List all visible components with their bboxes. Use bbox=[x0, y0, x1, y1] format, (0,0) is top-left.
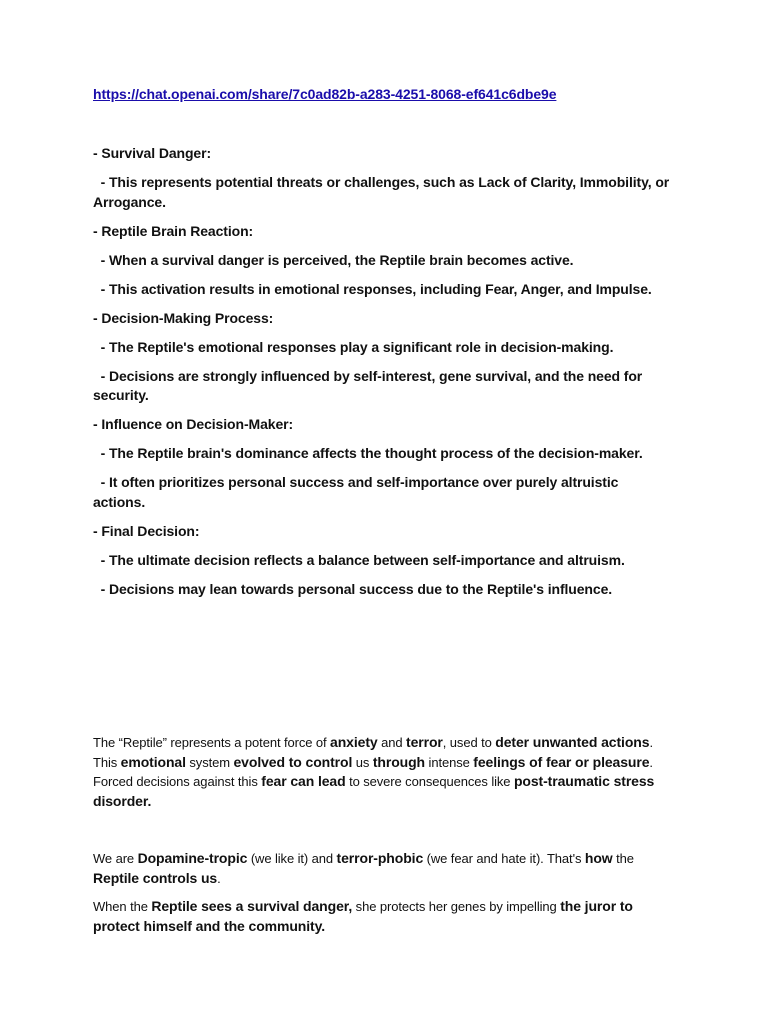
outline-item: - The ultimate decision reflects a balance between self-importance and altruism. bbox=[93, 551, 625, 568]
text-run: (we fear and hate it). That's bbox=[423, 851, 585, 866]
text-run: We are bbox=[93, 851, 138, 866]
bold-run: how bbox=[584, 850, 613, 866]
outline-item: - Reptile Brain Reaction: bbox=[93, 222, 254, 239]
outline-item: - It often prioritizes personal success and self-importance over purely altruistic actions. bbox=[93, 474, 623, 510]
text-run: . This bbox=[93, 735, 653, 770]
bold-run: terror bbox=[406, 734, 443, 750]
text-run: she protects her genes by impelling bbox=[352, 899, 561, 914]
text-run: to severe consequences like bbox=[345, 774, 514, 789]
outline-item: - Decisions may lean towards personal success due to the Reptile's influence. bbox=[93, 580, 613, 597]
text-run: and bbox=[377, 735, 407, 750]
text-run: When the bbox=[93, 899, 152, 914]
outline-list bbox=[93, 144, 673, 609]
text-run: intense bbox=[425, 754, 474, 770]
text-run: . Forced decisions against this bbox=[93, 754, 653, 789]
text-run: us bbox=[352, 754, 373, 770]
bold-run: Reptile controls us bbox=[93, 869, 218, 886]
outline-item: - Survival Danger: bbox=[93, 145, 212, 161]
outline-item: - Final Decision: bbox=[93, 522, 200, 539]
bold-run: Reptile sees a survival danger, bbox=[151, 898, 353, 914]
bold-run: through bbox=[372, 753, 426, 770]
outline-item: - This activation results in emotional responses, including Fear, Anger, and Impulse. bbox=[93, 280, 652, 297]
text-run: (we like it) and bbox=[247, 851, 337, 866]
bold-run: Dopamine-tropic bbox=[137, 850, 248, 866]
text-run: system bbox=[185, 754, 234, 770]
outline-item: - Decision-Making Process: bbox=[93, 309, 274, 326]
outline-item: - When a survival danger is perceived, the Reptile brain becomes active. bbox=[93, 251, 574, 268]
chat-share-link[interactable]: https://chat.openai.com/share/7c0ad82b-a283-4251-8068-ef641c6dbe9e bbox=[93, 86, 557, 102]
outline-item: - The Reptile brain's dominance affects the thought process of the decision-maker. bbox=[93, 445, 643, 461]
text-run: The “Reptile” represents a potent force of bbox=[93, 735, 331, 750]
outline-item: - Decisions are strongly influenced by self-interest, gene survival, and the need for security. bbox=[93, 367, 646, 403]
bold-run: fear can lead bbox=[261, 773, 346, 789]
bold-run: terror-phobic bbox=[336, 850, 424, 866]
text-run: . bbox=[217, 870, 221, 886]
bold-run: emotional bbox=[120, 753, 186, 770]
bold-run: anxiety bbox=[330, 734, 378, 750]
bold-run: feelings of fear or pleasure bbox=[473, 753, 650, 770]
paragraph-text bbox=[93, 897, 673, 936]
outline-item: - The Reptile's emotional responses play a significant role in decision-making. bbox=[93, 338, 614, 355]
paragraph-reptile-force bbox=[93, 733, 673, 811]
outline-item: - Influence on Decision-Maker: bbox=[93, 416, 294, 432]
paragraph-text bbox=[93, 733, 673, 811]
paragraph-dopamine bbox=[93, 849, 673, 888]
text-run: , used to bbox=[442, 735, 496, 750]
paragraph-text bbox=[93, 849, 673, 888]
paragraph-survival-danger bbox=[93, 897, 673, 936]
bold-run: the juror to protect himself and the community. bbox=[93, 898, 633, 934]
bold-run: deter unwanted actions bbox=[495, 734, 650, 750]
bold-run: evolved to control bbox=[233, 753, 353, 770]
bold-run: post-traumatic stress disorder. bbox=[93, 773, 655, 809]
text-run: the bbox=[612, 851, 634, 866]
outline-item: - This represents potential threats or challenges, such as Lack of Clarity, Immobility, or Arrogance. bbox=[93, 174, 673, 210]
